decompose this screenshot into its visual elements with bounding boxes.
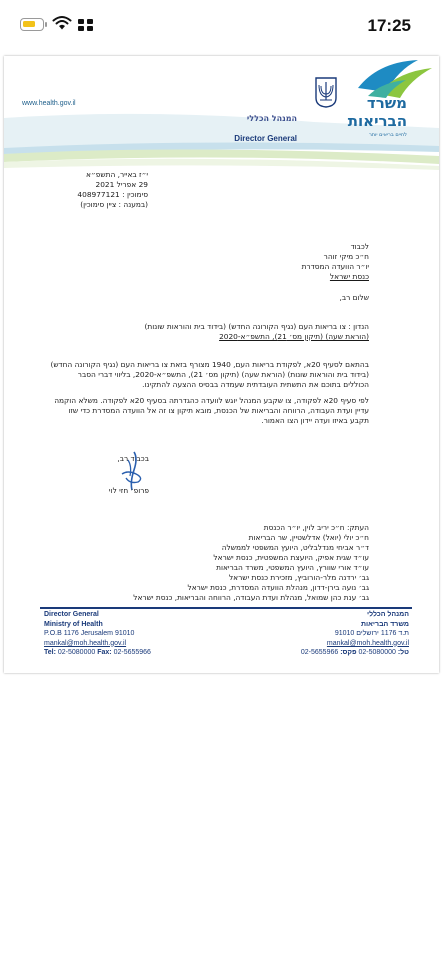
body-line: עדיין ועדת העבודה, הרווחה והבריאות של הכנסת, מובא תיקון צו זה אל הוועדה המסדרת כדי שזו [68, 406, 369, 415]
recipient-org: כנסת ישראל [329, 272, 369, 281]
status-time: 17:25 [367, 16, 411, 35]
footer-en-phone: Tel: 02-5080000 Fax: 02-5655966 [44, 649, 151, 656]
body-line: לפי סעיף 20א לפקודה, צו שקבע המנהל יוגש לוועדה כהגדרתה בסעיף 20א לפקודה. משלא הוקמה [54, 396, 369, 405]
department-english: Director General [234, 134, 297, 143]
footer-he-line: משרד הבריאות [361, 620, 409, 628]
footer-rule [40, 607, 412, 609]
logo-text-line2: הבריאות [347, 112, 407, 130]
cc-item: גב׳ נועה בירן-דדון, מנהלת הוועדה המסדרת, כנסת ישראל [187, 583, 369, 592]
cc-item: העתק: ח״כ יריב לוין, יו״ר הכנסת [263, 523, 369, 532]
footer-he-email[interactable]: mankal@moh.health.gov.il [326, 639, 409, 647]
cc-item: גב׳ ירדנה מלר-הורוביץ, מזכירת כנסת ישראל [228, 573, 369, 582]
hebrew-date: י״ז באייר, התשפ״א [86, 170, 148, 179]
meta-block [52, 170, 148, 210]
cc-item: גב׳ ענת כהן שמואל, מנהלת ועדת העבודה, הרווחה והבריאות, כנסת ישראל [133, 593, 369, 602]
subject-line: (הוראת שעה) (תיקון מס׳ 21), התשפ״א-2020 [219, 332, 369, 341]
footer-en-line: Ministry of Health [44, 620, 103, 628]
footer-he-phone: טל: 02-5080000 פקס: 02-5655966 [300, 649, 409, 656]
state-emblem-icon [314, 76, 338, 108]
battery-icon [20, 18, 44, 31]
footer-he-line: ת.ד 1176 ירושלים 91010 [334, 630, 409, 637]
logo-text-line1: משרד [366, 94, 407, 112]
document-page[interactable] [4, 56, 439, 673]
body-line: הכוללים בתוכם את התשתית העובדתית שעמדה בבסיס ההצעה להתקינו. [142, 380, 369, 389]
cc-item: ח״כ יולי (יואל) אדלשטיין, שר הבריאות [248, 533, 369, 542]
wifi-icon [52, 15, 72, 31]
footer-he-line: המנהל הכללי [366, 611, 409, 618]
salutation: שלום רב, [339, 293, 369, 302]
body-paragraph [54, 396, 369, 426]
body-paragraph [50, 360, 369, 390]
recipient-name: ח״כ מיקי זוהר [323, 252, 369, 261]
cc-item: עו״ד שגית אפיק, היועצת המשפטית, כנסת ישראל [213, 553, 369, 562]
body-line: בהתאם לסעיף 20א, לפקודת בריאות העם, 1940 מצורף בזאת צו בריאות העם (נגיף הקורונה החדש) [50, 360, 369, 369]
recipient-to: לכבוד [350, 242, 369, 251]
logo-tagline: לחיים בריאים יותר [368, 132, 407, 138]
signer-name: פרופ׳ חזי לוי [108, 486, 149, 495]
body-line: (בידוד בית והוראות שונות) (הוראת שעה) (תיקון מס׳ 21), התשפ״א-2020, בליווי דברי הסבר [77, 370, 369, 379]
cc-item: עו״ד אורי שוורץ, היועץ המשפטי, משרד הבריאות [216, 563, 369, 572]
website-url[interactable]: www.health.gov.il [22, 100, 76, 107]
subject-block [145, 322, 369, 342]
ministry-logo-icon [348, 58, 434, 98]
footer-en-line: P.O.B 1176 Jerusalem 91010 [44, 630, 135, 637]
cc-list [133, 523, 369, 603]
cc-item: ד״ר אביחי מנדלבליט, היועץ המשפטי לממשלה [221, 543, 369, 552]
footer-en-line: Director General [44, 611, 99, 618]
footer-hebrew [301, 610, 409, 658]
recipient-block [302, 242, 369, 282]
battery-nub [45, 22, 47, 27]
body-line: תקבע באיזו ועדה יידון הצו האמור. [261, 416, 369, 425]
gregorian-date: 29 אפריל 2021 [95, 180, 148, 189]
footer-english [44, 610, 151, 658]
reference-number: סימוכין : 408977121 [77, 190, 148, 199]
grid-icon [78, 19, 94, 31]
recipient-title: יו״ר הוועדה המסדרת [301, 262, 369, 271]
closing: בכבוד רב, [117, 454, 149, 463]
footer-en-email[interactable]: mankal@moh.health.gov.il [44, 639, 127, 647]
subject-line: הנדון : צו בריאות העם (נגיף הקורונה החדש) (בידוד בית והוראות שונות) [144, 322, 369, 331]
department-hebrew: המנהל הכללי [246, 114, 297, 123]
status-bar [0, 0, 443, 54]
reply-reference: (במענה : ציין סימוכין) [80, 200, 148, 209]
